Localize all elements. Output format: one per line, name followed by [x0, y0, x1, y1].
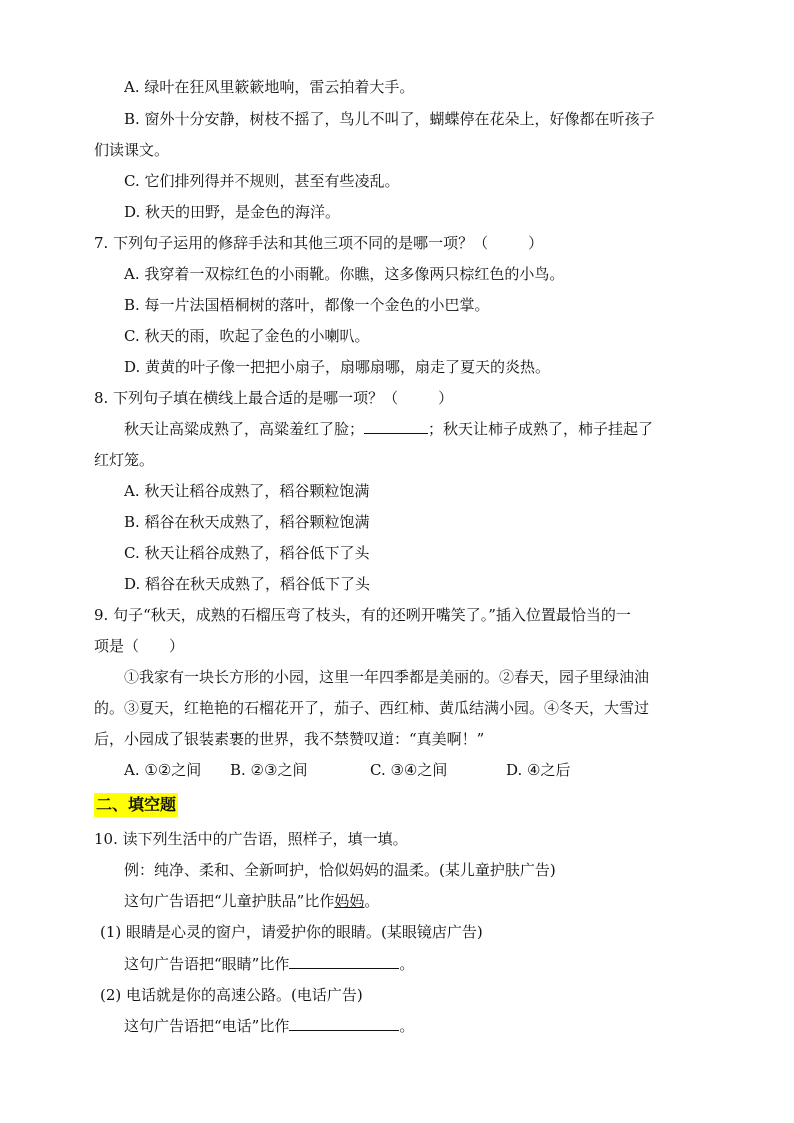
q6-option-b: B. 窗外十分安静，树枝不摇了，鸟儿不叫了，蝴蝶停在花朵上，好像都在听孩子 [124, 110, 655, 128]
q10-part2-answer-prefix: 这句广告语把“电话”比作 [124, 1017, 290, 1035]
q6-option-c: C. 它们排列得并不规则，甚至有些凌乱。 [124, 172, 400, 190]
q7-option-b: B. 每一片法国梧桐树的落叶，都像一个金色的小巴掌。 [124, 296, 490, 314]
q9-option-d: D. ④之后 [506, 761, 571, 779]
q10-part1-blank[interactable] [289, 954, 399, 969]
q8-passage-continued: 红灯笼。 [94, 451, 155, 469]
q10-example: 例：纯净、柔和、全新呵护，恰似妈妈的温柔。(某儿童护肤广告) [124, 861, 556, 879]
q10-part2-answer-suffix: 。 [399, 1017, 415, 1035]
q9-passage-line2: 的。③夏天，红艳艳的石榴花开了，茄子、西红柿、黄瓜结满小园。④冬天，大雪过 [94, 699, 650, 717]
q8-option-d: D. 稻谷在秋天成熟了，稻谷低下了头 [124, 575, 371, 593]
q9-option-c: C. ③④之间 [370, 761, 448, 779]
q9-option-b: B. ②③之间 [230, 761, 308, 779]
q9-passage-line3: 后，小园成了银装素裹的世界，我不禁赞叹道：“真美啊！” [94, 730, 485, 748]
q8-option-c: C. 秋天让稻谷成熟了，稻谷低下了头 [124, 544, 370, 562]
q10-stem: 10. 读下列生活中的广告语，照样子，填一填。 [94, 830, 408, 848]
q10-example-answer-prefix: 这句广告语把“儿童护肤品”比作 [124, 892, 335, 910]
q10-example-answer-suffix: 。 [364, 892, 380, 910]
q7-option-c: C. 秋天的雨，吹起了金色的小喇叭。 [124, 327, 370, 345]
q8-option-a: A. 秋天让稻谷成熟了，稻谷颗粒饱满 [124, 482, 370, 500]
q10-part2: (2) 电话就是你的高速公路。(电话广告) [100, 986, 363, 1004]
q8-stem-close: ） [438, 389, 454, 407]
q8-passage [124, 419, 653, 439]
q6-option-a: A. 绿叶在狂风里簌簌地响，雷云拍着大手。 [124, 78, 415, 96]
q9-options [124, 760, 570, 780]
q9-stem-continued: 项是（ ） [94, 637, 185, 655]
section-heading-fill-in: 二、填空题 [94, 793, 178, 817]
q8-stem-text: 8. 下列句子填在横线上最合适的是哪一项？（ [94, 389, 399, 407]
q8-blank[interactable] [364, 419, 428, 434]
q10-part1-answer-suffix: 。 [399, 955, 415, 973]
q8-stem [94, 388, 453, 408]
q6-option-d: D. 秋天的田野，是金色的海洋。 [124, 203, 341, 221]
q6-option-b-continued: 们读课文。 [94, 141, 170, 159]
q7-stem-text: 7. 下列句子运用的修辞手法和其他三项不同的是哪一项？（ [94, 234, 489, 252]
q10-part1: (1) 眼睛是心灵的窗户，请爱护你的眼睛。(某眼镜店广告) [100, 923, 483, 941]
q8-option-b: B. 稻谷在秋天成熟了，稻谷颗粒饱满 [124, 513, 370, 531]
q7-option-d: D. 黄黄的叶子像一把把小扇子，扇哪扇哪，扇走了夏天的炎热。 [124, 358, 551, 376]
q10-example-answer-word: 妈妈 [334, 892, 365, 910]
q10-part1-answer-prefix: 这句广告语把“眼睛”比作 [124, 955, 290, 973]
q7-option-a: A. 我穿着一双棕红色的小雨靴。你瞧，这多像两只棕红色的小鸟。 [124, 265, 565, 283]
q8-passage-part2: ；秋天让柿子成熟了，柿子挂起了 [428, 420, 654, 438]
q9-option-a: A. ①②之间 [124, 761, 202, 779]
q9-stem: 9. 句子“秋天，成熟的石榴压弯了枝头，有的还咧开嘴笑了。”插入位置最恰当的一 [94, 606, 631, 624]
q8-passage-part1: 秋天让高粱成熟了，高粱羞红了脸； [124, 420, 365, 438]
q7-stem [94, 233, 543, 253]
q10-part1-answer [124, 954, 414, 974]
q10-part2-answer [124, 1016, 414, 1036]
q10-example-answer [124, 891, 379, 911]
q10-part2-blank[interactable] [289, 1016, 399, 1031]
q7-stem-close: ） [528, 234, 544, 252]
q9-passage: ①我家有一块长方形的小园，这里一年四季都是美丽的。②春天，园子里绿油油 [124, 668, 650, 686]
